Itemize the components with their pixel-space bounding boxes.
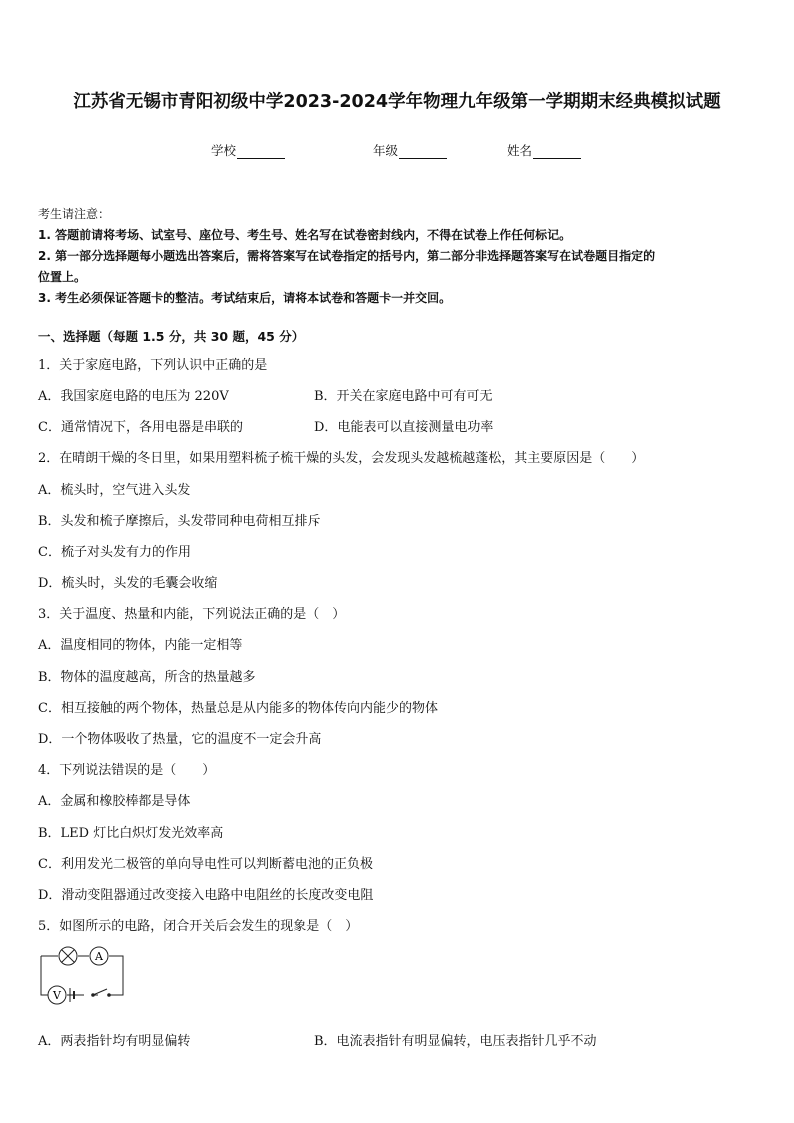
name-blank[interactable] — [533, 145, 581, 159]
q5-option-a[interactable]: A．两表指针均有明显偏转 — [38, 1034, 191, 1049]
q1-option-d[interactable]: D．电能表可以直接测量电功率 — [314, 420, 494, 435]
grade-blank[interactable] — [399, 145, 447, 159]
question-2-stem: 2．在晴朗干燥的冬日里，如果用塑料梳子梳干燥的头发，会发现头发越梳越蓬松，其主要原因是（ ） — [38, 451, 645, 466]
question-4-stem: 4．下列说法错误的是（ ） — [38, 763, 216, 778]
q4-option-d[interactable]: D．滑动变阻器通过改变接入电路中电阻丝的长度改变电阻 — [38, 888, 374, 903]
q2-option-c[interactable]: C．梳子对头发有力的作用 — [38, 545, 191, 560]
school-field — [211, 141, 285, 159]
q4-option-c[interactable]: C．利用发光二极管的单向导电性可以判断蓄电池的正负极 — [38, 857, 373, 872]
q2-option-b[interactable]: B．头发和梳子摩擦后，头发带同种电荷相互排斥 — [38, 514, 321, 529]
name-label: 姓名 — [507, 143, 533, 158]
q4-option-a[interactable]: A．金属和橡胶棒都是导体 — [38, 794, 191, 809]
grade-field — [373, 141, 447, 159]
question-3-stem: 3．关于温度、热量和内能，下列说法正确的是（ ） — [38, 607, 346, 622]
q3-option-d[interactable]: D．一个物体吸收了热量，它的温度不一定会升高 — [38, 732, 322, 747]
grade-label: 年级 — [373, 143, 399, 158]
lamp-icon — [59, 947, 77, 965]
school-blank[interactable] — [237, 145, 285, 159]
name-field — [507, 141, 581, 159]
q2-option-d[interactable]: D．梳头时，头发的毛囊会收缩 — [38, 576, 218, 591]
ammeter-icon — [90, 947, 108, 965]
notice-block — [38, 204, 758, 309]
circuit-diagram — [38, 944, 128, 1006]
notice-item-3: 3. 考生必须保证答题卡的整洁。考试结束后，请将本试卷和答题卡一并交回。 — [38, 291, 452, 305]
question-5-stem: 5．如图所示的电路，闭合开关后会发生的现象是（ ） — [38, 919, 359, 934]
page-title: 江苏省无锡市青阳初级中学2023-2024学年物理九年级第一学期期末经典模拟试题 — [73, 92, 721, 112]
voltmeter-label: V — [53, 989, 61, 1002]
q5-option-b[interactable]: B．电流表指针有明显偏转，电压表指针几乎不动 — [314, 1034, 597, 1049]
q1-option-c[interactable]: C．通常情况下，各用电器是串联的 — [38, 420, 243, 435]
student-info-row — [0, 141, 794, 161]
q4-option-b[interactable]: B．LED 灯比白炽灯发光效率高 — [38, 826, 224, 841]
ammeter-label: A — [95, 950, 103, 963]
voltmeter-icon — [48, 986, 66, 1004]
question-1-stem: 1．关于家庭电路，下列认识中正确的是 — [38, 358, 268, 373]
q3-option-c[interactable]: C．相互接触的两个物体，热量总是从内能多的物体传向内能少的物体 — [38, 701, 438, 716]
q3-option-a[interactable]: A．温度相同的物体，内能一定相等 — [38, 638, 243, 653]
q2-option-a[interactable]: A．梳头时，空气进入头发 — [38, 483, 191, 498]
notice-head: 考生请注意： — [38, 207, 111, 221]
school-label: 学校 — [211, 143, 237, 158]
notice-item-1: 1. 答题前请将考场、试室号、座位号、考生号、姓名写在试卷密封线内，不得在试卷上作任何标记。 — [38, 228, 572, 242]
notice-item-2-cont: 位置上。 — [38, 270, 87, 284]
notice-item-2: 2. 第一部分选择题每小题选出答案后，需将答案写在试卷指定的括号内，第二部分非选择题答案写在试卷题目指定的 — [38, 249, 656, 263]
q1-option-b[interactable]: B．开关在家庭电路中可有可无 — [314, 389, 493, 404]
q1-option-a[interactable]: A．我国家庭电路的电压为 220V — [38, 389, 229, 404]
section-heading: 一、选择题（每题 1.5 分，共 30 题，45 分） — [38, 329, 305, 344]
q3-option-b[interactable]: B．物体的温度越高，所含的热量越多 — [38, 670, 256, 685]
switch-icon[interactable] — [92, 989, 111, 996]
